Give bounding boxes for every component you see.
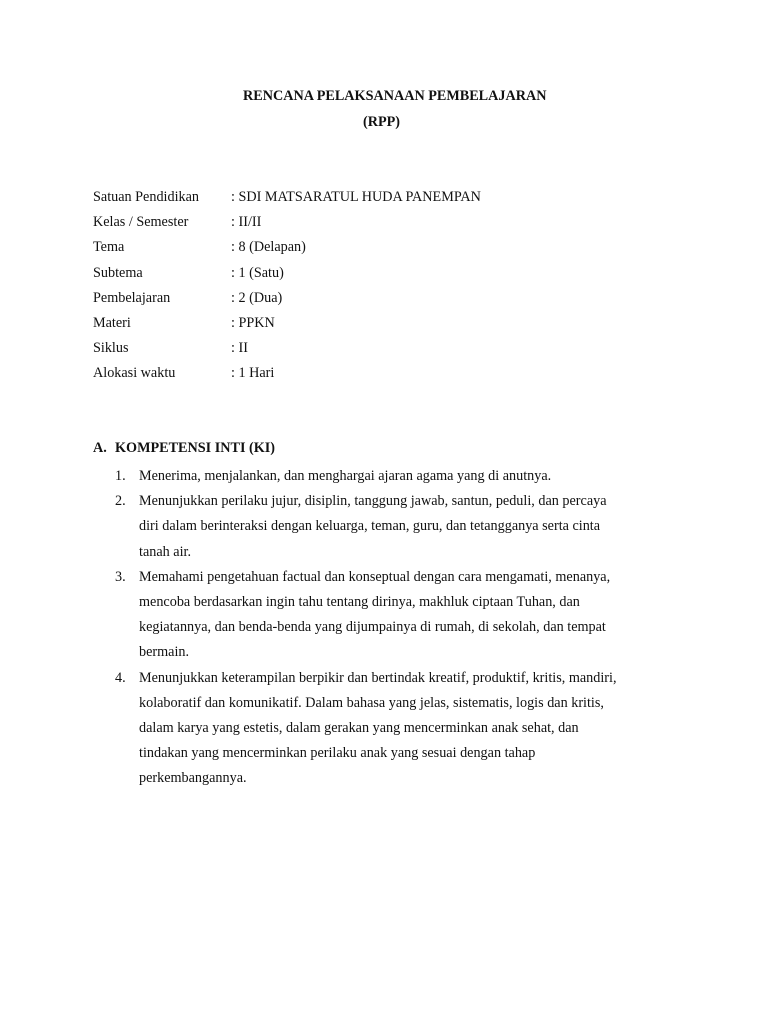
list-number: 4. xyxy=(115,669,126,686)
list-line: Menerima, menjalankan, dan menghargai ajaran agama yang di anutnya. xyxy=(139,468,552,484)
identity-row-pembelajaran xyxy=(93,289,693,314)
list-item xyxy=(93,666,683,792)
identity-value: : II/II xyxy=(231,214,262,231)
identity-row-alokasi-waktu xyxy=(93,364,693,389)
identity-label: Subtema xyxy=(93,264,143,281)
list-line: mencoba berdasarkan ingin tahu tentang dirinya, makhluk ciptaan Tuhan, dan xyxy=(139,594,580,611)
section-kompetensi-inti xyxy=(93,439,683,792)
document-title-text: RENCANA PELAKSANAAN PEMBELAJARAN xyxy=(243,88,547,104)
identity-label: Pembelajaran xyxy=(93,289,171,306)
identity-value: : 8 (Delapan) xyxy=(231,239,306,256)
identity-row-subtema xyxy=(93,264,693,289)
list-number: 1. xyxy=(115,468,126,484)
identity-row-tema xyxy=(93,238,693,263)
list-line: tanah air. xyxy=(139,543,191,560)
list-line: diri dalam berinteraksi dengan keluarga, teman, guru, dan tetangganya serta cinta xyxy=(139,518,601,535)
identity-table xyxy=(93,188,693,390)
identity-label: Kelas / Semester xyxy=(93,214,189,231)
list-line: perkembangannya. xyxy=(139,770,247,787)
section-heading xyxy=(93,439,683,464)
list-item xyxy=(93,464,683,489)
ki-list xyxy=(93,464,683,792)
identity-value: : 1 (Satu) xyxy=(231,264,284,281)
identity-value: : SDI MATSARATUL HUDA PANEMPAN xyxy=(231,189,481,205)
list-line: Menunjukkan keterampilan berpikir dan bertindak kreatif, produktif, kritis, mandiri, xyxy=(139,669,617,686)
document-subtitle-text: (RPP) xyxy=(363,114,401,130)
list-line: tindakan yang mencerminkan perilaku anak yang sesuai dengan tahap xyxy=(139,745,536,762)
list-line: kegiatannya, dan benda-benda yang dijumpainya di rumah, di sekolah, dan tempat xyxy=(139,619,606,636)
list-item xyxy=(93,489,683,565)
identity-value: : II xyxy=(231,340,248,357)
section-title: KOMPETENSI INTI (KI) xyxy=(115,440,276,456)
identity-row-siklus xyxy=(93,339,693,364)
section-letter: A. xyxy=(93,440,107,456)
identity-label: Satuan Pendidikan xyxy=(93,189,199,205)
identity-label: Siklus xyxy=(93,340,129,357)
identity-row-materi xyxy=(93,314,693,339)
identity-row-satuan-pendidikan xyxy=(93,188,693,213)
identity-label: Tema xyxy=(93,239,125,256)
identity-label: Materi xyxy=(93,314,131,331)
list-line: dalam karya yang estetis, dalam gerakan yang mencerminkan anak sehat, dan xyxy=(139,720,579,737)
identity-value: : PPKN xyxy=(231,314,275,331)
list-line: Memahami pengetahuan factual dan konseptual dengan cara mengamati, menanya, xyxy=(139,568,611,585)
identity-row-kelas-semester xyxy=(93,213,693,238)
identity-label: Alokasi waktu xyxy=(93,365,176,382)
list-number: 3. xyxy=(115,568,126,585)
list-item xyxy=(93,565,683,666)
identity-value: : 1 Hari xyxy=(231,365,275,382)
identity-value: : 2 (Dua) xyxy=(231,289,283,306)
list-line: Menunjukkan perilaku jujur, disiplin, tanggung jawab, santun, peduli, dan percaya xyxy=(139,493,607,510)
list-line: kolaboratif dan komunikatif. Dalam bahasa yang jelas, sistematis, logis dan kritis, xyxy=(139,694,604,711)
list-number: 2. xyxy=(115,493,126,510)
list-line: bermain. xyxy=(139,644,190,661)
